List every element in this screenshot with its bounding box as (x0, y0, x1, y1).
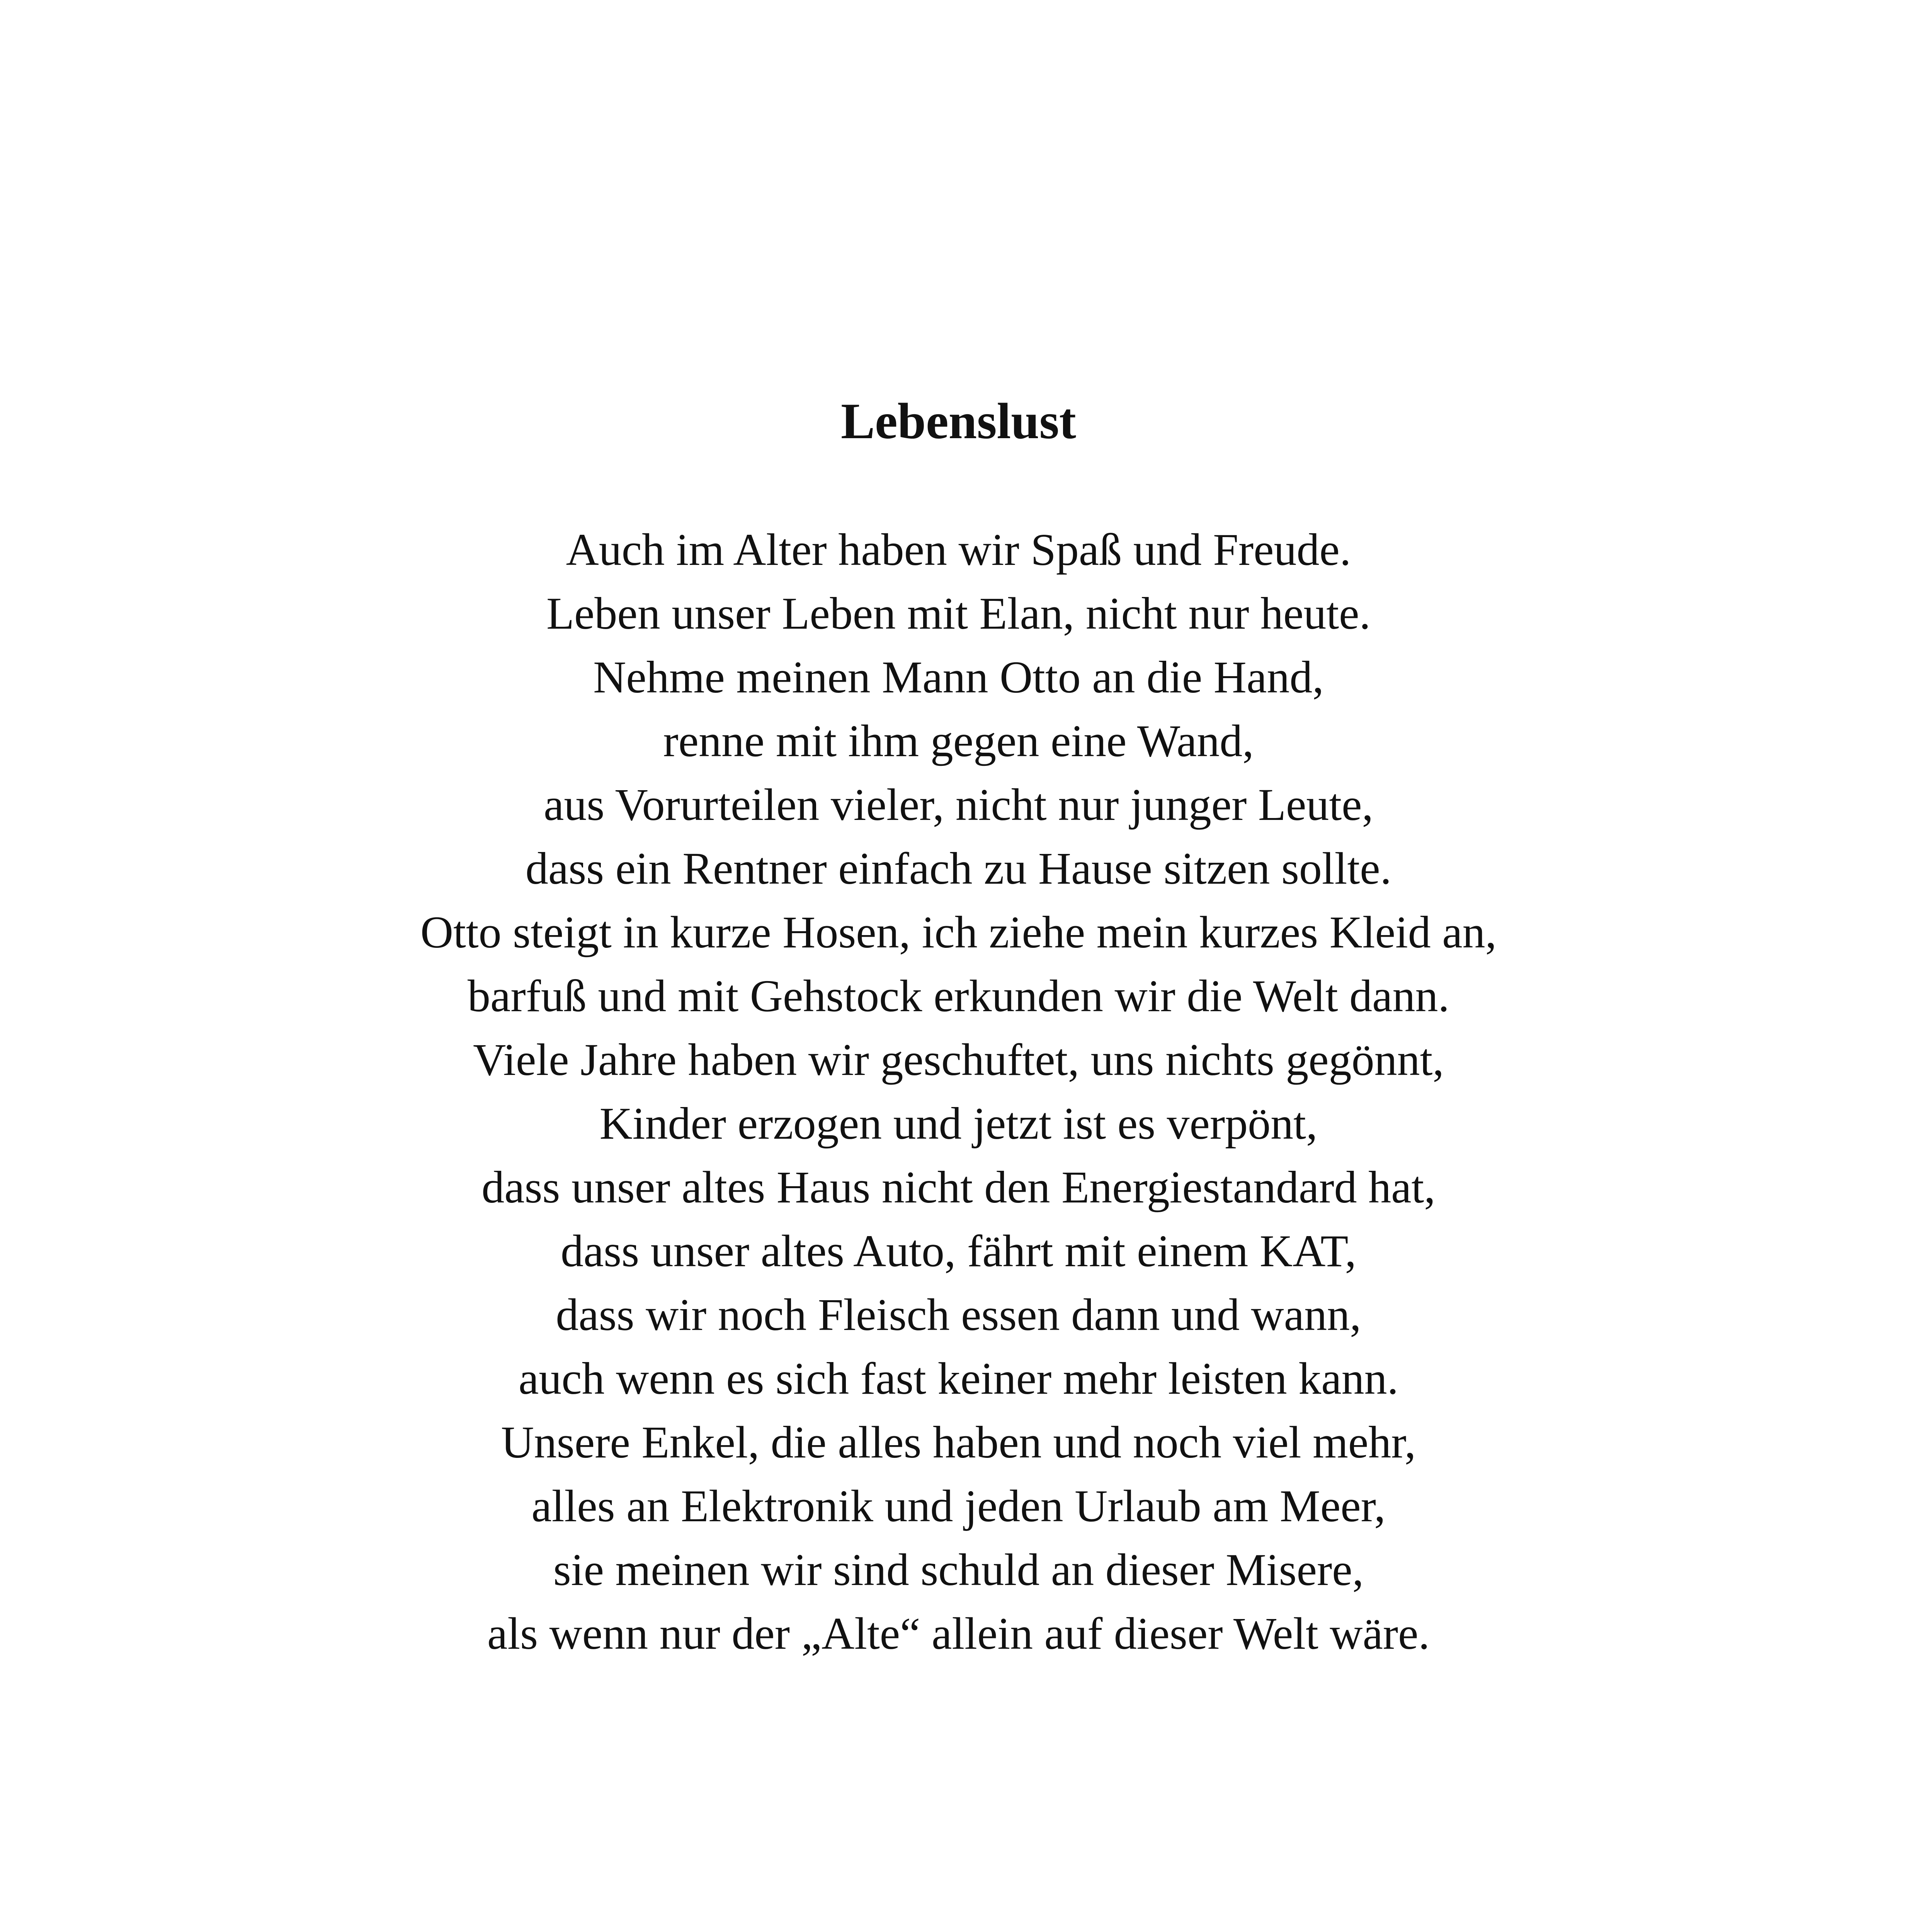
poem-line: barfuß und mit Gehstock erkunden wir die Welt dann. (467, 971, 1450, 1021)
poem-line: sie meinen wir sind schuld an dieser Misere, (553, 1544, 1364, 1595)
poem-line: Auch im Alter haben wir Spaß und Freude. (566, 524, 1351, 575)
poem-line: dass ein Rentner einfach zu Hause sitzen sollte. (525, 843, 1392, 894)
poem-line: Otto steigt in kurze Hosen, ich ziehe mein kurzes Kleid an, (420, 907, 1497, 957)
poem-line: dass unser altes Haus nicht den Energiestandard hat, (481, 1162, 1436, 1213)
poem-line: dass unser altes Auto, fährt mit einem KAT, (560, 1226, 1357, 1276)
poem-line: Viele Jahre haben wir geschuftet, uns nichts gegönnt, (473, 1034, 1444, 1085)
poem-body (0, 518, 1917, 1665)
poem-title: Lebenslust (841, 393, 1076, 449)
poem-line: aus Vorurteilen vieler, nicht nur junger Leute, (543, 779, 1374, 830)
poem-line: als wenn nur der „Alte“ allein auf dieser Welt wäre. (487, 1608, 1430, 1659)
poem-line: alles an Elektronik und jeden Urlaub am Meer, (531, 1481, 1386, 1531)
poem-line: renne mit ihm gegen eine Wand, (663, 716, 1254, 766)
poem-line: Unsere Enkel, die alles haben und noch viel mehr, (501, 1417, 1416, 1468)
poem-line: Leben unser Leben mit Elan, nicht nur heute. (546, 588, 1371, 639)
poem-line: dass wir noch Fleisch essen dann und wann, (556, 1289, 1361, 1340)
poem-line: Kinder erzogen und jetzt ist es verpönt, (599, 1098, 1318, 1149)
poem-line: auch wenn es sich fast keiner mehr leisten kann. (518, 1353, 1399, 1404)
poem-line: Nehme meinen Mann Otto an die Hand, (593, 652, 1324, 702)
